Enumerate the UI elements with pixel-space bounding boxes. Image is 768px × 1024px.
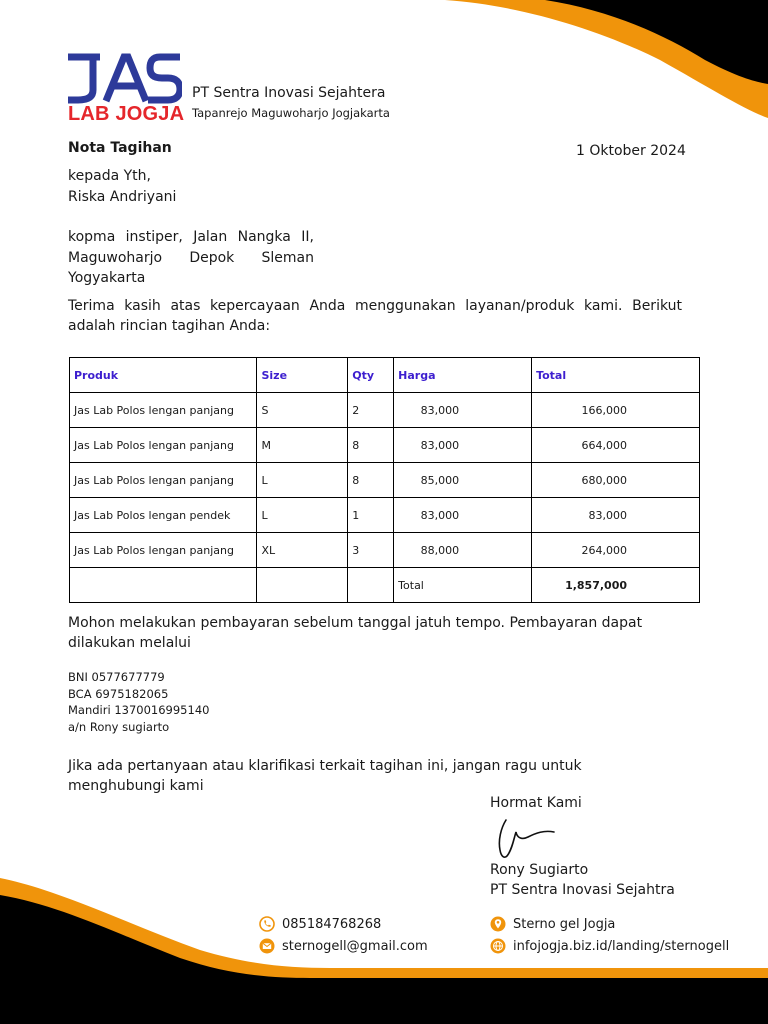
recipient-block: [68, 166, 176, 208]
address-line-2: [68, 248, 314, 269]
bank-mandiri: Mandiri 1370016995140: [68, 703, 210, 717]
cell-total: 166,000: [532, 393, 700, 428]
bank-bni: BNI 0577677779: [68, 670, 165, 684]
bank-accounts: [68, 669, 209, 735]
email-address: sternogell@gmail.com: [282, 938, 428, 954]
contact-note: Jika ada pertanyaan atau klarifikasi terkait tagihan ini, jangan ragu untuk menghubungi kami: [68, 758, 582, 794]
address-word: Depok: [189, 249, 235, 266]
invoice-table: [69, 357, 700, 603]
total-value: 1,857,000: [532, 568, 700, 603]
table-row: [70, 463, 700, 498]
address-word: Sleman: [261, 249, 314, 266]
header-total: Total: [532, 358, 700, 393]
header-harga: Harga: [394, 358, 532, 393]
globe-icon: [490, 938, 506, 954]
account-holder: a/n Rony sugiarto: [68, 719, 170, 734]
document-title: Nota Tagihan: [68, 140, 172, 156]
address-word: Jalan: [193, 229, 228, 245]
footer-location[interactable]: [490, 916, 615, 932]
bank-bca: BCA 6975182065: [68, 686, 169, 701]
intro-paragraph: Terima kasih atas kepercayaan Anda menggunakan layanan/produk kami. Berikut adalah rincian tagihan Anda:: [68, 298, 682, 334]
cell-total: 264,000: [532, 533, 700, 568]
cell-produk: Jas Lab Polos lengan panjang: [70, 533, 257, 568]
cell-size: L: [257, 463, 348, 498]
company-name: PT Sentra Inovasi Sejahtera: [192, 85, 386, 101]
location-name: Sterno gel Jogja: [513, 916, 616, 932]
cell-total: 664,000: [532, 428, 700, 463]
cell-qty: 3: [348, 533, 394, 568]
table-row: [70, 428, 700, 463]
company-address: Tapanrejo Maguwoharjo Jogjakarta: [192, 106, 390, 120]
address-word: Nangka: [237, 229, 291, 245]
address-word: kopma: [68, 229, 116, 245]
signature-image: [492, 816, 562, 862]
cell-size: M: [257, 428, 348, 463]
header-produk: Produk: [70, 358, 257, 393]
cell-qty: 2: [348, 393, 394, 428]
recipient-address: [68, 227, 314, 289]
signer-block: [490, 860, 675, 900]
address-line-3: [68, 268, 314, 289]
location-icon: [490, 916, 506, 932]
cell-total: 680,000: [532, 463, 700, 498]
cell-harga: 83,000: [394, 393, 532, 428]
cell-qty: 8: [348, 428, 394, 463]
signer-company: PT Sentra Inovasi Sejahtra: [490, 882, 675, 898]
address-word: II,: [301, 229, 314, 245]
document-date: 1 Oktober 2024: [576, 143, 686, 159]
cell-produk: Jas Lab Polos lengan panjang: [70, 393, 257, 428]
phone-number: 085184768268: [282, 916, 382, 932]
cell-harga: 83,000: [394, 498, 532, 533]
recipient-name: Riska Andriyani: [68, 189, 177, 205]
cell-size: S: [257, 393, 348, 428]
cell-harga: 83,000: [394, 428, 532, 463]
table-header-row: [70, 358, 700, 393]
footer-website[interactable]: [490, 938, 729, 954]
recipient-greeting: kepada Yth,: [68, 168, 151, 184]
signer-name: Rony Sugiarto: [490, 862, 589, 878]
regards-text: Hormat Kami: [490, 795, 582, 811]
cell-harga: 85,000: [394, 463, 532, 498]
logo-subtitle: LAB JOGJA: [68, 103, 185, 125]
empty-cell: [70, 568, 257, 603]
table-row: [70, 498, 700, 533]
empty-cell: [257, 568, 348, 603]
footer-email[interactable]: [259, 938, 428, 954]
address-line-1: [68, 227, 314, 248]
cell-harga: 88,000: [394, 533, 532, 568]
cell-size: L: [257, 498, 348, 533]
phone-icon: [259, 916, 275, 932]
cell-total: 83,000: [532, 498, 700, 533]
header-size: Size: [257, 358, 348, 393]
header-qty: Qty: [348, 358, 394, 393]
cell-qty: 8: [348, 463, 394, 498]
empty-cell: [348, 568, 394, 603]
total-label: Total: [394, 568, 532, 603]
cell-produk: Jas Lab Polos lengan panjang: [70, 428, 257, 463]
cell-produk: Jas Lab Polos lengan panjang: [70, 463, 257, 498]
website-url: infojogja.biz.id/landing/sternogell: [513, 938, 730, 954]
bottom-black-wave: [0, 895, 768, 1024]
table-row: [70, 393, 700, 428]
cell-qty: 1: [348, 498, 394, 533]
footer-phone[interactable]: [259, 916, 381, 932]
email-icon: [259, 938, 275, 954]
address-word: Maguwoharjo: [68, 249, 163, 266]
company-logo: [66, 52, 182, 104]
table-total-row: [70, 568, 700, 603]
payment-note: Mohon melakukan pembayaran sebelum tanggal jatuh tempo. Pembayaran dapat dilakukan melalui: [68, 615, 643, 651]
cell-produk: Jas Lab Polos lengan pendek: [70, 498, 257, 533]
cell-size: XL: [257, 533, 348, 568]
address-word: instiper,: [125, 229, 183, 245]
address-word: Yogyakarta: [68, 270, 146, 286]
table-row: [70, 533, 700, 568]
